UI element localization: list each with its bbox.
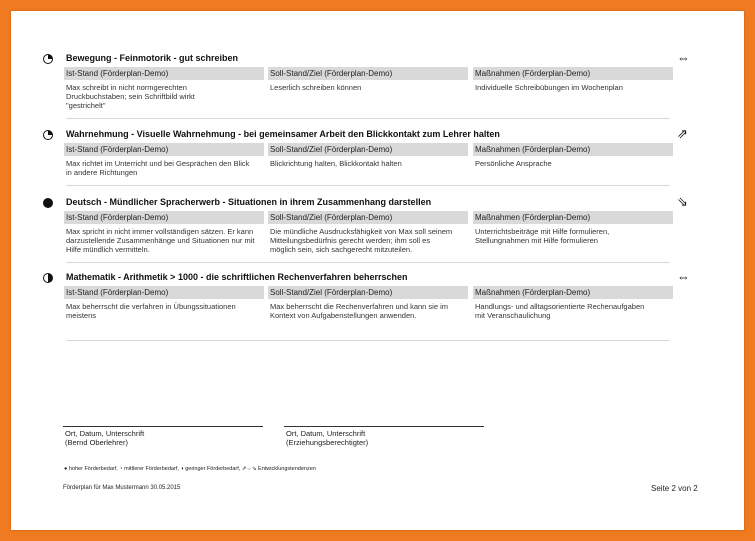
section-divider [66,118,670,119]
section-divider [66,262,670,263]
soll-text: Die mündliche Ausdrucksfähigkeit von Max soll seinem Mitteilungsbedürfnis gerecht werden; ihm soll es möglich sein, sich sachgerecht mitzuteilen. [270,227,453,254]
ist-column [64,67,264,110]
section-title: Bewegung - Feinmotorik - gut schreiben [66,53,239,63]
soll-column [268,67,468,92]
ist-header: Ist-Stand (Förderplan-Demo) [64,286,264,299]
signature-name: (Bernd Oberlehrer) [65,438,128,447]
signature-teacher [65,429,144,447]
trend-steady-icon: ⇔ [677,269,690,284]
signature-guardian [286,429,368,447]
ist-column [64,286,264,320]
medium-priority-icon [43,130,53,140]
soll-header: Soll-Stand/Ziel (Förderplan-Demo) [268,67,468,80]
trend-up-icon: ⇗ [677,126,688,141]
soll-text: Max beherrscht die Rechenverfahren und kann sie im Kontext von Aufgabenstellungen anwenden. [270,302,449,320]
medium-priority-icon [43,54,53,64]
ist-text: Max schreibt in nicht normgerechten Druckbuchstaben; sein Schriftbild wirkt "gestrichelt" [66,83,195,110]
massnahmen-column [473,286,673,320]
massnahmen-text: Handlungs- und alltagsorientierte Rechenaufgaben mit Veranschaulichung [475,302,645,320]
soll-text: Leserlich schreiben können [270,83,362,92]
ist-header: Ist-Stand (Förderplan-Demo) [64,143,264,156]
soll-header: Soll-Stand/Ziel (Förderplan-Demo) [268,143,468,156]
massnahmen-text: Persönliche Ansprache [475,159,552,168]
soll-column [268,286,468,320]
section-divider [66,185,670,186]
document-page [11,11,744,530]
soll-header: Soll-Stand/Ziel (Förderplan-Demo) [268,286,468,299]
massnahmen-header: Maßnahmen (Förderplan-Demo) [473,211,673,224]
soll-header: Soll-Stand/Ziel (Förderplan-Demo) [268,211,468,224]
ist-header: Ist-Stand (Förderplan-Demo) [64,67,264,80]
massnahmen-column [473,67,673,92]
ist-text: Max richtet im Unterricht und bei Gesprächen den Blick in andere Richtungen [66,159,250,177]
massnahmen-header: Maßnahmen (Förderplan-Demo) [473,286,673,299]
section-divider [66,340,670,341]
signature-line-guardian [284,426,484,427]
signature-line-teacher [63,426,263,427]
high-priority-icon [43,198,53,208]
massnahmen-column [473,211,673,245]
section-title: Deutsch - Mündlicher Spracherwerb - Situationen in ihrem Zusammenhang darstellen [66,197,432,207]
massnahmen-text: Individuelle Schreibübungen im Wochenplan [475,83,623,92]
section-title: Mathematik - Arithmetik > 1000 - die schriftlichen Rechenverfahren beherrschen [66,272,408,282]
massnahmen-column [473,143,673,168]
soll-column [268,211,468,254]
massnahmen-header: Maßnahmen (Förderplan-Demo) [473,67,673,80]
trend-down-icon: ⇘ [677,194,688,209]
footer-document-info: Förderplan für Max Mustermann 30.05.2015 [63,485,181,491]
soll-text: Blickrichtung halten, Blickkontakt halten [270,159,402,168]
ist-text: Max spricht in nicht immer vollständigen sätzen. Er kann darzustellende Zusammenhänge und Situationen nur mit Hilfe mündlich vermitteln. [66,227,255,254]
low-priority-icon [43,273,53,283]
massnahmen-header: Maßnahmen (Förderplan-Demo) [473,143,673,156]
ist-column [64,143,264,177]
massnahmen-text: Unterrichtsbeiträge mit Hilfe formulieren, Stellungnahmen mit Hilfe formulieren [475,227,610,245]
signature-name: (Erziehungsberechtigter) [286,438,369,447]
ist-header: Ist-Stand (Förderplan-Demo) [64,211,264,224]
ist-text: Max beherrscht die verfahren in Übungssituationen meistens [66,302,236,320]
section-title: Wahrnehmung - Visuelle Wahrnehmung - bei gemeinsamer Arbeit den Blickkontakt zum Lehrer halten [66,129,500,139]
priority-legend: ● hoher Förderbedarf, ◔ mittlerer Förderbedarf, ◑ geringer Förderbedarf, ⇗⇔⇘ Entwicklungstendenzen [64,466,316,472]
soll-column [268,143,468,168]
ist-column [64,211,264,254]
trend-steady-icon: ⇔ [677,50,690,65]
page-number: Seite 2 von 2 [651,484,698,493]
signature-label: Ort, Datum, Unterschrift [65,429,145,438]
signature-label: Ort, Datum, Unterschrift [286,429,366,438]
